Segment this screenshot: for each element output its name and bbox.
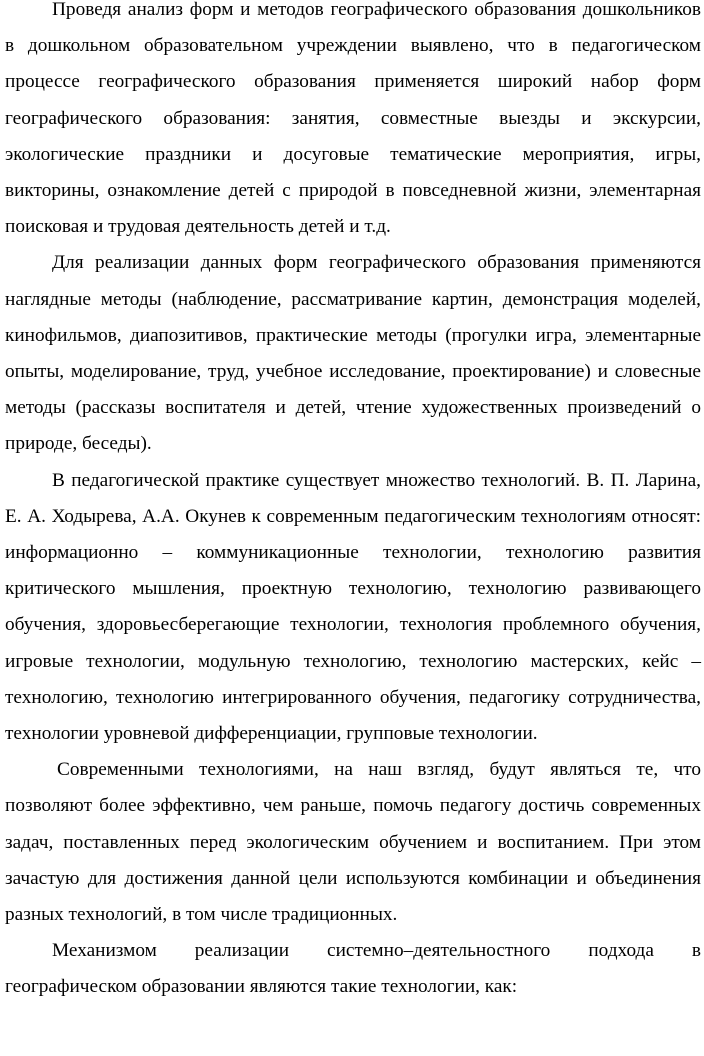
paragraph-technologies: В педагогической практике существует множество технологий. В. П. Ларина, Е. А. Ходырева, А.А. Окунев к современным педагогическим технологиям относят: информационно – коммуникационные технологии, технологию развития критического мышления, проектную технологию, технологию развивающего обучения, здоровьесберегающие технологии, технология проблемного обучения, игровые технологии, модульную технологию, технологию мастерских, кейс – технологию, технологию интегрированного обучения, педагогику сотрудничества, технологии уровневой дифференциации, групповые технологии. (5, 469, 701, 745)
paragraph-modern-technologies: Современными технологиями, на наш взгляд, будут являться те, что позволяют более эффективно, чем раньше, помочь педагогу достичь современных задач, поставленных перед экологическим обучением и воспитанием. При этом зачастую для достижения данной цели используются комбинации и объединения разных технологий, в том числе традиционных. (5, 759, 701, 926)
paragraph-methods: Для реализации данных форм географического образования применяются наглядные методы (наблюдение, рассматривание картин, демонстрация моделей, кинофильмов, диапозитивов, практические методы (прогулки игра, элементарные опыты, моделирование, труд, учебное исследование, проектирование) и словесные методы (рассказы воспитателя и детей, чтение художественных произведений о природе, беседы). (5, 252, 701, 455)
paragraph-mechanism: Механизмом реализации системно–деятельностного подхода в географическом образовании являются такие технологии, как: (5, 940, 701, 998)
paragraph-forms-analysis: Проведя анализ форм и методов географического образования дошкольников в дошкольном образовательном учреждении выявлено, что в педагогическом процессе географического образования применяется широкий набор форм географического образования: занятия, совместные выезды и экскурсии, экологические праздники и досуговые тематические мероприятия, игры, викторины, ознакомление детей с природой в повседневной жизни, элементарная поисковая и трудовая деятельность детей и т.д. (5, 0, 701, 238)
